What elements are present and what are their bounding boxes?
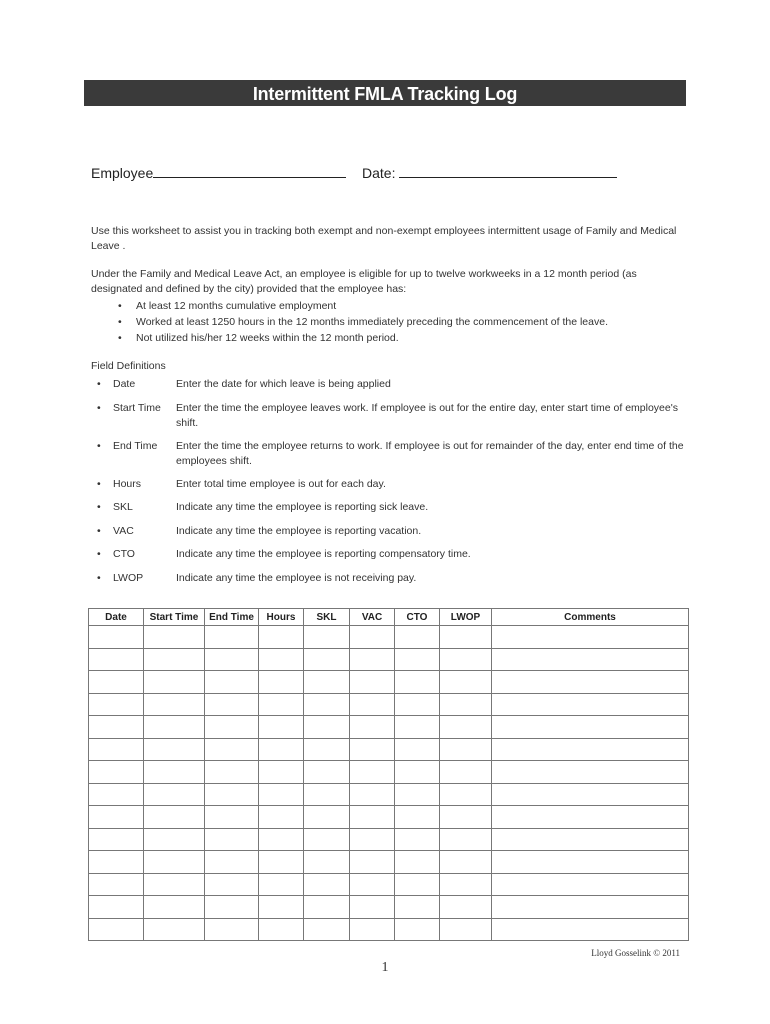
column-header-hours: Hours (259, 609, 304, 626)
table-cell[interactable] (304, 828, 350, 851)
table-cell[interactable] (492, 873, 689, 896)
table-cell[interactable] (395, 738, 440, 761)
bullet-icon: • (97, 478, 101, 490)
requirement-item: • Worked at least 1250 hours in the 12 months immediately preceding the commencement of the leave. (118, 314, 608, 330)
bullet-icon: • (97, 440, 101, 452)
requirements-list (118, 298, 608, 346)
table-cell[interactable] (350, 693, 395, 716)
field-description: Indicate any time the employee is not receiving pay. (176, 572, 417, 584)
table-cell[interactable] (89, 806, 144, 829)
field-description: Indicate any time the employee is reporting sick leave. (176, 501, 429, 513)
table-row (89, 873, 689, 896)
table-cell[interactable] (395, 671, 440, 694)
table-cell[interactable] (89, 896, 144, 919)
table-cell[interactable] (350, 761, 395, 784)
table-cell[interactable] (395, 851, 440, 874)
table-cell[interactable] (492, 738, 689, 761)
table-cell[interactable] (205, 738, 259, 761)
bullet-icon: • (97, 378, 101, 390)
table-cell[interactable] (440, 918, 492, 941)
table-cell[interactable] (492, 851, 689, 874)
employee-blank-line[interactable] (153, 165, 346, 178)
table-cell[interactable] (350, 851, 395, 874)
table-cell[interactable] (304, 693, 350, 716)
date-label: Date: (362, 165, 396, 181)
table-cell[interactable] (144, 693, 205, 716)
table-cell[interactable] (350, 671, 395, 694)
table-cell[interactable] (205, 806, 259, 829)
table-cell[interactable] (144, 851, 205, 874)
table-cell[interactable] (395, 716, 440, 739)
page-title: Intermittent FMLA Tracking Log (84, 80, 686, 106)
table-row (89, 716, 689, 739)
table-cell[interactable] (492, 626, 689, 649)
table-cell[interactable] (440, 896, 492, 919)
table-cell[interactable] (89, 828, 144, 851)
table-cell[interactable] (89, 648, 144, 671)
table-cell[interactable] (205, 626, 259, 649)
table-cell[interactable] (144, 626, 205, 649)
table-cell[interactable] (205, 716, 259, 739)
table-cell[interactable] (259, 716, 304, 739)
table-cell[interactable] (350, 896, 395, 919)
field-name: SKL (113, 501, 133, 513)
table-row (89, 761, 689, 784)
table-cell[interactable] (440, 671, 492, 694)
table-cell[interactable] (259, 761, 304, 784)
table-cell[interactable] (259, 918, 304, 941)
bullet-icon: • (97, 402, 101, 414)
table-cell[interactable] (89, 671, 144, 694)
table-cell[interactable] (440, 761, 492, 784)
employee-label: Employee (91, 165, 154, 181)
table-cell[interactable] (440, 716, 492, 739)
table-cell[interactable] (350, 783, 395, 806)
table-cell[interactable] (144, 783, 205, 806)
field-description: Enter the time the employee returns to work. If employee is out for remainder of the day, enter end time of the employees shift. (176, 440, 684, 467)
table-cell[interactable] (304, 648, 350, 671)
table-cell[interactable] (304, 761, 350, 784)
field-name: VAC (113, 525, 134, 537)
table-cell[interactable] (350, 738, 395, 761)
table-cell[interactable] (259, 873, 304, 896)
table-cell[interactable] (304, 716, 350, 739)
table-cell[interactable] (440, 693, 492, 716)
table-cell[interactable] (205, 873, 259, 896)
table-cell[interactable] (440, 806, 492, 829)
table-cell[interactable] (259, 783, 304, 806)
table-cell[interactable] (492, 806, 689, 829)
table-cell[interactable] (89, 761, 144, 784)
table-cell[interactable] (395, 693, 440, 716)
table-row (89, 828, 689, 851)
table-cell[interactable] (205, 828, 259, 851)
table-cell[interactable] (259, 851, 304, 874)
table-cell[interactable] (144, 918, 205, 941)
table-cell[interactable] (205, 783, 259, 806)
table-row (89, 783, 689, 806)
table-cell[interactable] (304, 626, 350, 649)
table-row (89, 671, 689, 694)
table-cell[interactable] (89, 693, 144, 716)
table-row (89, 851, 689, 874)
bullet-icon: • (97, 525, 101, 537)
table-cell[interactable] (259, 738, 304, 761)
table-cell[interactable] (395, 918, 440, 941)
table-cell[interactable] (144, 761, 205, 784)
table-cell[interactable] (440, 873, 492, 896)
column-header-vac: VAC (350, 609, 395, 626)
bullet-icon: • (97, 548, 101, 560)
table-cell[interactable] (395, 761, 440, 784)
table-cell[interactable] (89, 738, 144, 761)
column-header-cto: CTO (395, 609, 440, 626)
table-cell[interactable] (350, 626, 395, 649)
table-cell[interactable] (492, 693, 689, 716)
table-cell[interactable] (304, 783, 350, 806)
table-cell[interactable] (492, 828, 689, 851)
table-cell[interactable] (395, 873, 440, 896)
table-cell[interactable] (492, 783, 689, 806)
table-body (89, 626, 689, 941)
table-cell[interactable] (492, 918, 689, 941)
table-cell[interactable] (259, 806, 304, 829)
page-number: 1 (381, 960, 389, 975)
table-cell[interactable] (205, 693, 259, 716)
table-cell[interactable] (350, 806, 395, 829)
tracking-log-table (88, 608, 689, 941)
table-cell[interactable] (350, 918, 395, 941)
field-name: Hours (113, 478, 142, 490)
table-cell[interactable] (492, 671, 689, 694)
field-name: Date (113, 378, 136, 390)
table-cell[interactable] (144, 806, 205, 829)
table-cell[interactable] (89, 873, 144, 896)
table-cell[interactable] (440, 626, 492, 649)
column-header-comments: Comments (492, 609, 689, 626)
table-cell[interactable] (259, 693, 304, 716)
table-cell[interactable] (144, 738, 205, 761)
table-cell[interactable] (304, 738, 350, 761)
table-cell[interactable] (144, 648, 205, 671)
table-row (89, 693, 689, 716)
field-description: Enter the date for which leave is being applied (176, 378, 391, 390)
table-cell[interactable] (492, 648, 689, 671)
column-header-start-time: Start Time (144, 609, 205, 626)
table-cell[interactable] (304, 896, 350, 919)
table-cell[interactable] (350, 828, 395, 851)
field-description: Enter total time employee is out for each day. (176, 478, 386, 490)
field-name: Start Time (113, 402, 161, 414)
field-name: CTO (113, 548, 135, 560)
table-cell[interactable] (89, 783, 144, 806)
table-cell[interactable] (205, 648, 259, 671)
date-blank-line[interactable] (399, 165, 617, 178)
table-cell[interactable] (259, 671, 304, 694)
table-cell[interactable] (395, 626, 440, 649)
field-name: End Time (113, 440, 158, 452)
table-cell[interactable] (492, 761, 689, 784)
copyright-credit: Lloyd Gosselink © 2011 (591, 948, 680, 958)
table-row (89, 626, 689, 649)
table-cell[interactable] (205, 918, 259, 941)
table-row (89, 806, 689, 829)
table-cell[interactable] (440, 738, 492, 761)
table-cell[interactable] (89, 716, 144, 739)
table-cell[interactable] (492, 896, 689, 919)
table-cell[interactable] (144, 896, 205, 919)
table-cell[interactable] (89, 851, 144, 874)
column-header-end-time: End Time (205, 609, 259, 626)
table-cell[interactable] (144, 716, 205, 739)
table-cell[interactable] (395, 783, 440, 806)
table-cell[interactable] (440, 648, 492, 671)
field-name: LWOP (113, 572, 144, 584)
table-row (89, 648, 689, 671)
bullet-icon: • (97, 572, 101, 584)
column-header-date: Date (89, 609, 144, 626)
date-field[interactable] (362, 165, 617, 181)
table-cell[interactable] (304, 873, 350, 896)
table-cell[interactable] (205, 896, 259, 919)
table-cell[interactable] (144, 828, 205, 851)
table-cell[interactable] (395, 828, 440, 851)
table-cell[interactable] (350, 873, 395, 896)
table-row (89, 896, 689, 919)
table-cell[interactable] (350, 716, 395, 739)
table-cell[interactable] (144, 873, 205, 896)
table-cell[interactable] (440, 783, 492, 806)
table-cell[interactable] (259, 626, 304, 649)
table-cell[interactable] (205, 671, 259, 694)
table-cell[interactable] (350, 648, 395, 671)
requirement-item: • At least 12 months cumulative employment (118, 298, 608, 314)
table-cell[interactable] (395, 896, 440, 919)
field-description: Enter the time the employee leaves work. If employee is out for the entire day, enter start time of employee's shift. (176, 402, 678, 429)
table-cell[interactable] (205, 761, 259, 784)
intro-paragraph: Use this worksheet to assist you in tracking both exempt and non-exempt employees intermittent usage of Family and Medical Leave . (91, 225, 677, 252)
table-cell[interactable] (304, 918, 350, 941)
table-row (89, 918, 689, 941)
table-cell[interactable] (304, 671, 350, 694)
column-header-lwop: LWOP (440, 609, 492, 626)
table-cell[interactable] (205, 851, 259, 874)
table-header-row (89, 609, 689, 626)
field-description: Indicate any time the employee is reporting compensatory time. (176, 548, 471, 560)
table-cell[interactable] (440, 851, 492, 874)
table-cell[interactable] (395, 806, 440, 829)
table-cell[interactable] (259, 648, 304, 671)
table-cell[interactable] (259, 896, 304, 919)
employee-field[interactable] (91, 165, 346, 181)
bullet-icon: • (97, 501, 101, 513)
table-cell[interactable] (304, 851, 350, 874)
table-cell[interactable] (89, 626, 144, 649)
eligibility-paragraph: Under the Family and Medical Leave Act, an employee is eligible for up to twelve workweeks in a 12 month period (as designated and defined by the city) provided that the employee has: (91, 268, 637, 295)
table-cell[interactable] (440, 828, 492, 851)
table-cell[interactable] (395, 648, 440, 671)
table-cell[interactable] (89, 918, 144, 941)
table-cell[interactable] (492, 716, 689, 739)
field-description: Indicate any time the employee is reporting vacation. (176, 525, 422, 537)
requirement-item: • Not utilized his/her 12 weeks within the 12 month period. (118, 330, 608, 346)
table-cell[interactable] (144, 671, 205, 694)
column-header-skl: SKL (304, 609, 350, 626)
field-definitions-title: Field Definitions (91, 360, 166, 372)
table-cell[interactable] (259, 828, 304, 851)
table-row (89, 738, 689, 761)
table-cell[interactable] (304, 806, 350, 829)
